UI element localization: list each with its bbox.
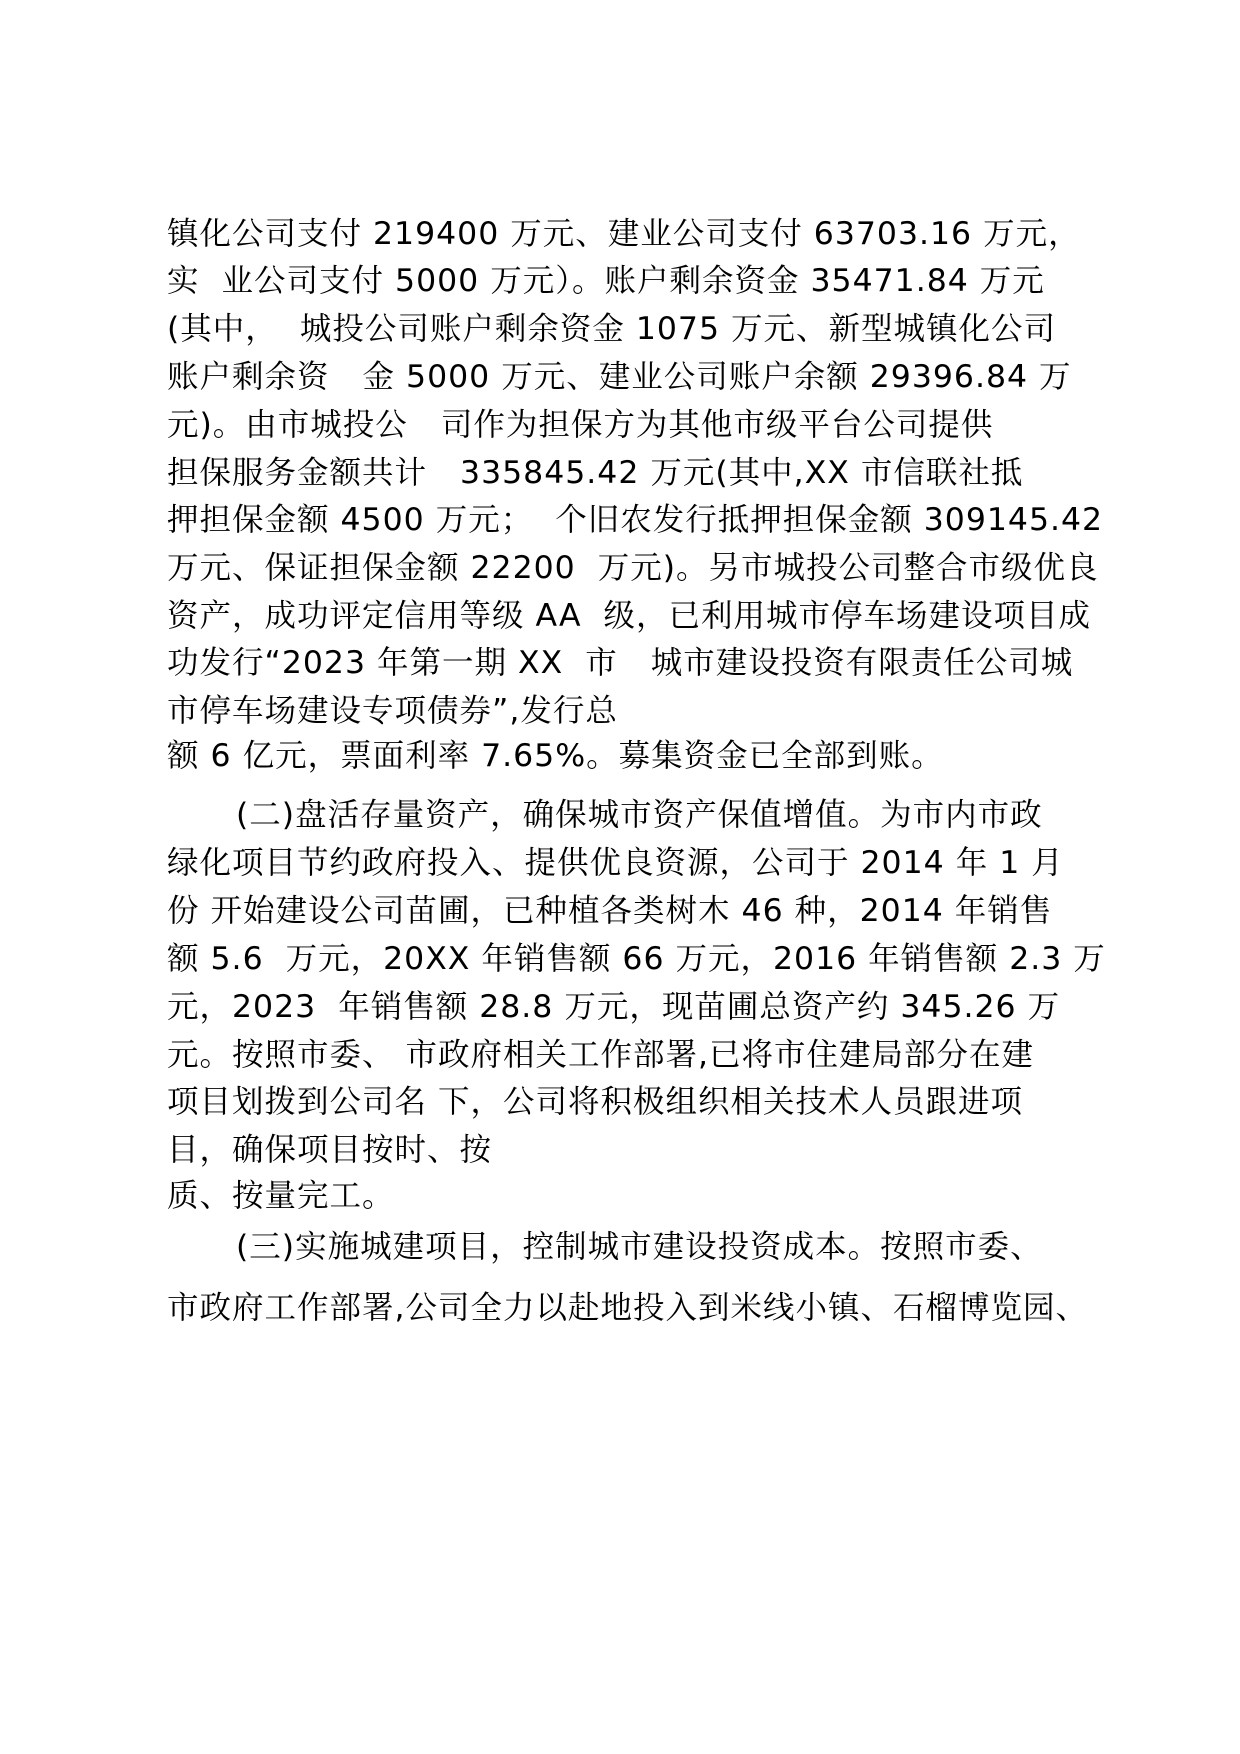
body-line: 市停车场建设专项债券”,发行总 [167,693,618,729]
body-line: 额 5.6 万元，20XX 年销售额 66 万元，2016 年销售额 2.3 万 [167,941,1106,977]
body-line: 账户剩余资 金 5000 万元、建业公司账户余额 29396.84 万 [167,359,1072,395]
body-line: 目，确保项目按时、按 [167,1132,493,1168]
body-line: 资产，成功评定信用等级 AA 级，已利用城市停车场建设项目成 [167,598,1092,634]
body-line: 元。按照市委、 市政府相关工作部署,已将市住建局部分在建 [167,1037,1035,1073]
body-line: 额 6 亿元，票面利率 7.65%。募集资金已全部到账。 [167,738,944,774]
body-line: 担保服务金额共计 335845.42 万元(其中,XX 市信联社抵 [167,455,1024,491]
body-line: 万元、保证担保金额 22200 万元)。另市城投公司整合市级优良 [167,550,1099,586]
body-line: 份 开始建设公司苗圃，已种植各类树木 46 种，2014 年销售 [167,893,1053,929]
body-line: 镇化公司支付 219400 万元、建业公司支付 63703.16 万元， [167,216,1081,252]
body-line: 质、按量完工。 [167,1178,395,1214]
body-line: 功发行“2023 年第一期 XX 市 城市建设投资有限责任公司城 [167,645,1074,681]
section-heading-2: (二)盘活存量资产，确保城市资产保值增值。为市内市政 [236,797,1043,833]
body-line: 绿化项目节约政府投入、提供优良资源，公司于 2014 年 1 月 [167,845,1064,881]
body-line: (其中， 城投公司账户剩余资金 1075 万元、新型城镇化公司 [167,311,1057,347]
body-line: 市政府工作部署,公司全力以赴地投入到米线小镇、石榴博览园、 [167,1290,1089,1326]
body-line: 元)。由市城投公 司作为担保方为其他市级平台公司提供 [167,407,994,443]
body-line: 实 业公司支付 5000 万元）。账户剩余资金 35471.84 万元 [167,263,1045,299]
body-line: 押担保金额 4500 万元； 个旧农发行抵押担保金额 309145.42 [167,502,1104,538]
section-heading-3: (三)实施城建项目，控制城市建设投资成本。按照市委、 [236,1229,1043,1265]
body-line: 元，2023 年销售额 28.8 万元，现苗圃总资产约 345.26 万 [167,989,1061,1025]
body-line: 项目划拨到公司名 下，公司将积极组织相关技术人员跟进项 [167,1084,1024,1120]
